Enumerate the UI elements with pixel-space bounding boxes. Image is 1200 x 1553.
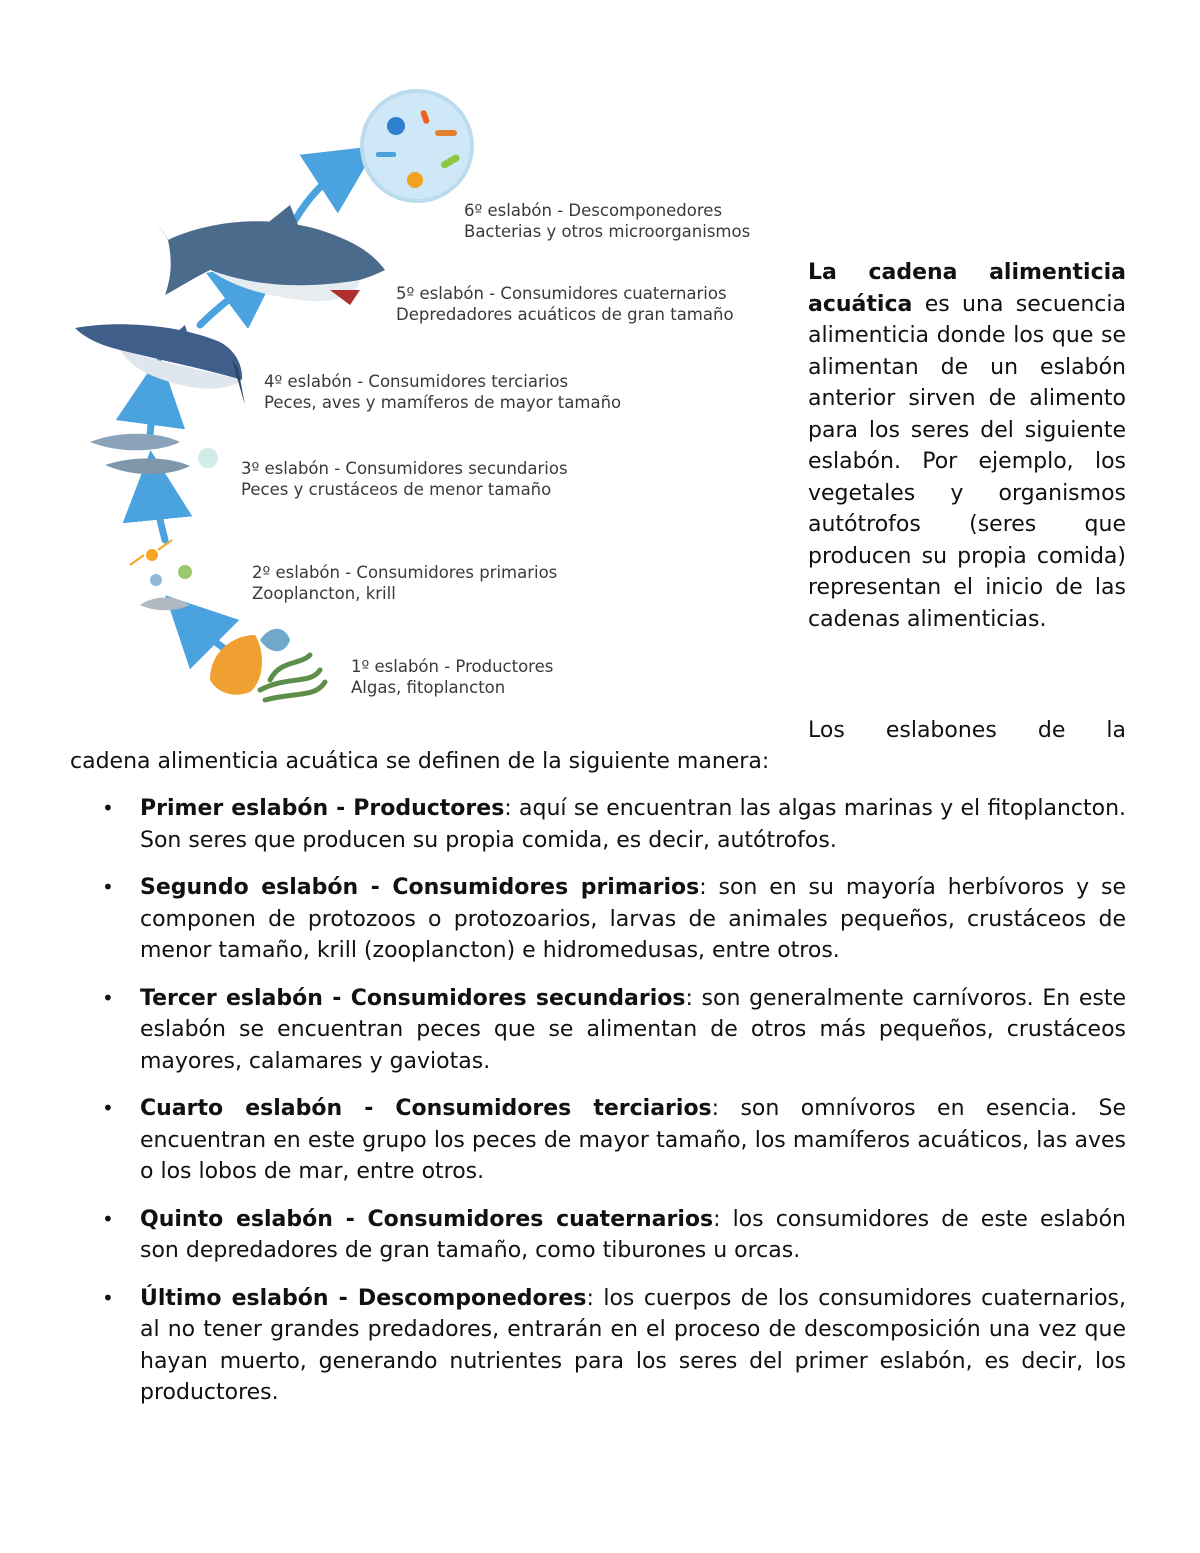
link-term: Quinto eslabón - Consumidores cuaternarios: [140, 1206, 714, 1232]
figure-label-5: [396, 283, 734, 325]
bullet-icon: •: [102, 796, 114, 820]
label-6-subtitle: Bacterias y otros microorganismos: [464, 222, 751, 241]
label-2-subtitle: Zooplancton, krill: [252, 584, 396, 603]
list-item: [70, 1204, 1126, 1267]
intro-text: es una secuencia alimenticia donde los que se alimentan de un eslabón anterior sirven de alimento para los seres del siguiente eslabón. Por ejemplo, los vegetales y organismos autótrofos (seres que producen su propia comida) representan el inicio de las cadenas alimenticias.: [808, 291, 1126, 632]
figure-label-4: [264, 371, 621, 413]
list-item: [70, 1283, 1126, 1409]
shark-icon: [155, 205, 385, 305]
link-term: Primer eslabón - Productores: [140, 796, 505, 821]
label-5-title: 5º eslabón - Consumidores cuaternarios: [396, 284, 727, 303]
link-term: Segundo eslabón - Consumidores primarios: [140, 875, 700, 900]
figure-label-6: [464, 200, 750, 242]
label-4-subtitle: Peces, aves y mamíferos de mayor tamaño: [264, 393, 622, 412]
intro-paragraph: [808, 257, 1126, 635]
figure-label-1: [351, 656, 553, 698]
link-text: : los cuerpos de los consumidores cuaternarios, al no tener grandes predadores, entrarán en el proceso de descomposición una vez que hayan muerto, generando nutrientes para los seres del primer eslabón, es decir, los productores.: [140, 1285, 1126, 1405]
bullet-icon: •: [102, 1096, 114, 1120]
bullet-icon: •: [102, 875, 114, 899]
arrow-5-to-6: [295, 165, 348, 220]
link-text: : los consumidores de este eslabón son depredadores de gran tamaño, como tiburones u orcas.: [140, 1206, 1126, 1263]
zooplankton-icon: [130, 540, 192, 610]
arrow-3-to-4: [150, 390, 155, 435]
label-3-title: 3º eslabón - Consumidores secundarios: [241, 459, 568, 478]
label-1-subtitle: Algas, fitoplancton: [351, 678, 506, 697]
link-text: : son en su mayoría herbívoros y se componen de protozoos o protozoarios, larvas de animales pequeños, crustáceos de menor tamaño, krill (zooplancton) e hidromedusas, entre otros.: [140, 875, 1126, 963]
link-term: Cuarto eslabón - Consumidores terciarios: [140, 1096, 712, 1121]
label-4-title: 4º eslabón - Consumidores terciarios: [264, 372, 569, 391]
link-text: : son generalmente carnívoros. En este eslabón se encuentran peces que se alimentan de otros más pequeños, crustáceos mayores, calamares y gaviotas.: [140, 985, 1126, 1074]
label-2-title: 2º eslabón - Consumidores primarios: [252, 563, 558, 582]
lead-line-2: cadena alimenticia acuática se definen de la siguiente manera:: [70, 749, 770, 774]
figure-label-2: [252, 562, 557, 604]
bullet-icon: •: [102, 1285, 114, 1310]
list-item: [70, 983, 1126, 1078]
arrow-2-to-3: [154, 485, 165, 540]
list-item: [70, 872, 1126, 967]
petri-dish-icon: [362, 91, 472, 201]
bullet-icon: •: [102, 1206, 114, 1231]
bullet-icon: •: [102, 985, 114, 1010]
chain-links-list: [70, 793, 1126, 1425]
food-chain-figure: [60, 80, 790, 720]
lead-line-1: Los eslabones de la: [808, 718, 1126, 743]
label-5-subtitle: Depredadores acuáticos de gran tamaño: [396, 305, 734, 324]
label-1-title: 1º eslabón - Productores: [351, 657, 554, 676]
small-fish-icon: [90, 434, 218, 474]
link-text: : son omnívoros en esencia. Se encuentran en este grupo los peces de mayor tamaño, los mamíferos acuáticos, las aves o los lobos de mar, entre otros.: [140, 1096, 1126, 1184]
algae-icon: [210, 629, 325, 700]
list-item: [70, 1093, 1126, 1188]
link-term: Tercer eslabón - Consumidores secundarios: [140, 985, 686, 1011]
figure-label-3: [241, 458, 568, 500]
list-item: [70, 793, 1126, 856]
tuna-icon: [75, 324, 245, 405]
label-6-title: 6º eslabón - Descomponedores: [464, 201, 723, 220]
label-3-subtitle: Peces y crustáceos de menor tamaño: [241, 480, 552, 499]
link-term: Último eslabón - Descomponedores: [140, 1285, 587, 1311]
link-text: : aquí se encuentran las algas marinas y el fitoplancton. Son seres que producen su propia comida, es decir, autótrofos.: [140, 796, 1127, 853]
intro-bold-term: La cadena alimenticia acuática: [808, 260, 1126, 317]
